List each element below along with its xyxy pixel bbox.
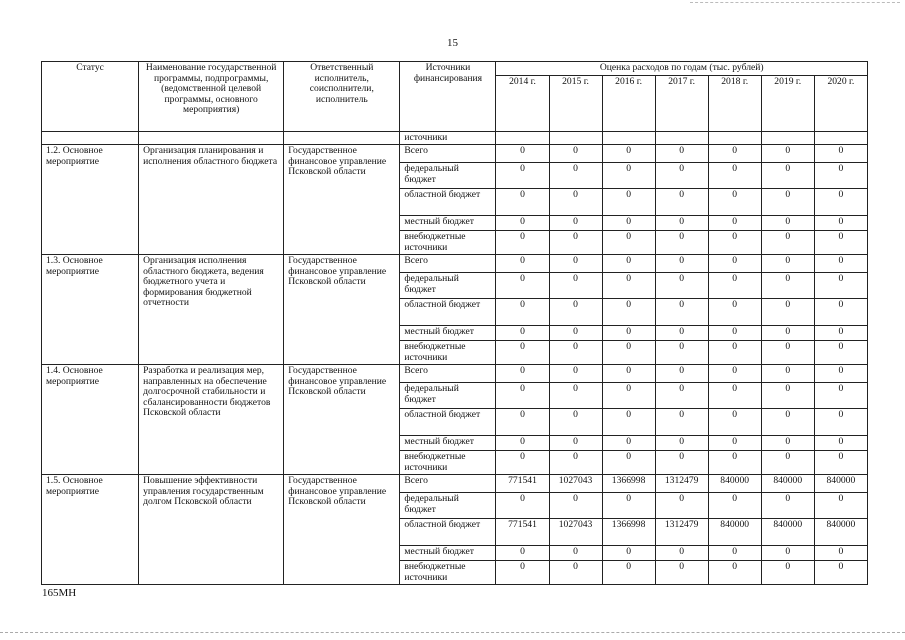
- activity-status: 1.5. Основное мероприятие: [42, 475, 139, 585]
- value-cell: 1027043: [549, 475, 602, 493]
- value-cell: 0: [655, 436, 708, 451]
- activity-name: Организация исполнения областного бюджета, ведения бюджетного учета и формирования бюджетной отчетности: [139, 255, 284, 365]
- value-cell: 0: [814, 341, 867, 365]
- value-cell: 771541: [496, 519, 549, 546]
- value-cell: 1366998: [602, 519, 655, 546]
- value-cell: 0: [602, 163, 655, 189]
- value-cell: 1366998: [602, 475, 655, 493]
- value-cell: 0: [708, 231, 761, 255]
- header-status: Статус: [42, 62, 139, 132]
- header-source: Источники финансирования: [400, 62, 496, 132]
- value-cell: 0: [655, 409, 708, 436]
- value-cell: 0: [496, 231, 549, 255]
- value-cell: 0: [761, 163, 814, 189]
- value-cell: 0: [496, 365, 549, 383]
- header-year: 2018 г.: [708, 75, 761, 131]
- scan-edge-top: [690, 2, 900, 4]
- value-cell: 0: [761, 231, 814, 255]
- value-cell: 0: [761, 145, 814, 163]
- value-cell: 0: [602, 561, 655, 585]
- funding-source: местный бюджет: [400, 546, 496, 561]
- funding-source: федеральный бюджет: [400, 383, 496, 409]
- activity-name: Повышение эффективности управления государственным долгом Псковской области: [139, 475, 284, 585]
- value-cell: 0: [761, 273, 814, 299]
- value-cell: 0: [602, 299, 655, 326]
- header-year: 2019 г.: [761, 75, 814, 131]
- value-cell: 0: [814, 561, 867, 585]
- value-cell: 0: [549, 546, 602, 561]
- value-cell: 0: [496, 189, 549, 216]
- empty-cell: [42, 131, 139, 145]
- value-cell: 0: [602, 216, 655, 231]
- funding-source: областной бюджет: [400, 189, 496, 216]
- activity-row: [42, 145, 868, 163]
- value-cell: 840000: [708, 519, 761, 546]
- header-year: 2014 г.: [496, 75, 549, 131]
- value-cell: 0: [708, 493, 761, 519]
- value-cell: 0: [708, 145, 761, 163]
- value-cell: 0: [549, 436, 602, 451]
- value-cell: 0: [761, 255, 814, 273]
- value-cell: 0: [655, 299, 708, 326]
- value-cell: 0: [496, 216, 549, 231]
- funding-source: областной бюджет: [400, 409, 496, 436]
- funding-source: местный бюджет: [400, 326, 496, 341]
- value-cell: 0: [496, 326, 549, 341]
- value-cell: 840000: [761, 519, 814, 546]
- funding-source: местный бюджет: [400, 436, 496, 451]
- funding-source: внебюджетные источники: [400, 451, 496, 475]
- value-cell: 0: [814, 255, 867, 273]
- empty-cell: [655, 131, 708, 145]
- value-cell: 0: [496, 299, 549, 326]
- value-cell: 0: [814, 216, 867, 231]
- funding-source: Всего: [400, 475, 496, 493]
- value-cell: 0: [655, 216, 708, 231]
- value-cell: 0: [655, 341, 708, 365]
- funding-source: местный бюджет: [400, 216, 496, 231]
- header-executor: Ответственный исполнитель, соисполнители, исполнитель: [284, 62, 400, 132]
- value-cell: 0: [708, 383, 761, 409]
- value-cell: 0: [655, 189, 708, 216]
- empty-cell: [496, 131, 549, 145]
- activity-executor: Государственное финансовое управление Псковской области: [284, 475, 400, 585]
- value-cell: 0: [708, 163, 761, 189]
- value-cell: 0: [708, 273, 761, 299]
- value-cell: 0: [708, 409, 761, 436]
- value-cell: 0: [761, 546, 814, 561]
- value-cell: 0: [602, 383, 655, 409]
- activity-row: [42, 365, 868, 383]
- activity-executor: Государственное финансовое управление Псковской области: [284, 255, 400, 365]
- value-cell: 0: [655, 231, 708, 255]
- value-cell: 0: [814, 383, 867, 409]
- value-cell: 0: [602, 546, 655, 561]
- value-cell: 0: [814, 299, 867, 326]
- value-cell: 0: [549, 493, 602, 519]
- value-cell: 0: [496, 561, 549, 585]
- activity-executor: Государственное финансовое управление Псковской области: [284, 145, 400, 255]
- value-cell: 0: [655, 163, 708, 189]
- carryover-row: [42, 131, 868, 145]
- value-cell: 0: [761, 216, 814, 231]
- value-cell: 0: [655, 145, 708, 163]
- value-cell: 0: [708, 365, 761, 383]
- value-cell: 0: [655, 493, 708, 519]
- value-cell: 0: [761, 189, 814, 216]
- header-year: 2020 г.: [814, 75, 867, 131]
- value-cell: 0: [655, 546, 708, 561]
- value-cell: 0: [655, 255, 708, 273]
- value-cell: 0: [814, 231, 867, 255]
- value-cell: 1027043: [549, 519, 602, 546]
- value-cell: 0: [814, 145, 867, 163]
- value-cell: 0: [549, 365, 602, 383]
- value-cell: 0: [761, 326, 814, 341]
- value-cell: 0: [549, 299, 602, 326]
- value-cell: 840000: [761, 475, 814, 493]
- value-cell: 0: [814, 365, 867, 383]
- scan-edge-bottom: [0, 632, 905, 634]
- value-cell: 0: [708, 326, 761, 341]
- empty-cell: [284, 131, 400, 145]
- value-cell: 0: [549, 273, 602, 299]
- value-cell: 0: [549, 216, 602, 231]
- empty-cell: [761, 131, 814, 145]
- value-cell: 0: [549, 326, 602, 341]
- value-cell: 0: [602, 451, 655, 475]
- value-cell: 840000: [814, 475, 867, 493]
- value-cell: 0: [602, 409, 655, 436]
- value-cell: 0: [602, 326, 655, 341]
- table-body: [42, 131, 868, 585]
- value-cell: 0: [549, 255, 602, 273]
- value-cell: 0: [655, 383, 708, 409]
- empty-cell: [549, 131, 602, 145]
- value-cell: 771541: [496, 475, 549, 493]
- value-cell: 0: [602, 341, 655, 365]
- activity-status: 1.4. Основное мероприятие: [42, 365, 139, 475]
- funding-source: Всего: [400, 145, 496, 163]
- value-cell: 840000: [708, 475, 761, 493]
- page-number: 15: [447, 37, 458, 49]
- value-cell: 0: [814, 163, 867, 189]
- value-cell: 0: [761, 493, 814, 519]
- value-cell: 0: [761, 299, 814, 326]
- value-cell: 0: [761, 561, 814, 585]
- value-cell: 0: [496, 493, 549, 519]
- footer-code: 165МН: [42, 587, 77, 599]
- value-cell: 0: [496, 383, 549, 409]
- value-cell: 0: [496, 436, 549, 451]
- value-cell: 0: [761, 451, 814, 475]
- header-year: 2017 г.: [655, 75, 708, 131]
- value-cell: 0: [549, 189, 602, 216]
- value-cell: 0: [655, 326, 708, 341]
- value-cell: 0: [708, 255, 761, 273]
- value-cell: 0: [496, 341, 549, 365]
- activity-executor: Государственное финансовое управление Псковской области: [284, 365, 400, 475]
- value-cell: 0: [549, 409, 602, 436]
- value-cell: 0: [708, 341, 761, 365]
- funding-source: внебюджетные источники: [400, 341, 496, 365]
- value-cell: 0: [814, 493, 867, 519]
- value-cell: 0: [761, 365, 814, 383]
- value-cell: 0: [549, 163, 602, 189]
- value-cell: 0: [761, 341, 814, 365]
- value-cell: 0: [496, 451, 549, 475]
- value-cell: 0: [708, 299, 761, 326]
- value-cell: 0: [496, 409, 549, 436]
- value-cell: 0: [549, 231, 602, 255]
- value-cell: 0: [814, 436, 867, 451]
- funding-source: федеральный бюджет: [400, 493, 496, 519]
- header-estimate: Оценка расходов по годам (тыс. рублей): [496, 62, 868, 76]
- empty-cell: [139, 131, 284, 145]
- value-cell: 0: [602, 493, 655, 519]
- header-row-top: [42, 62, 868, 76]
- header-year: 2015 г.: [549, 75, 602, 131]
- value-cell: 1312479: [655, 475, 708, 493]
- value-cell: 0: [708, 561, 761, 585]
- value-cell: 0: [549, 451, 602, 475]
- value-cell: 0: [602, 189, 655, 216]
- value-cell: 0: [655, 365, 708, 383]
- value-cell: 0: [814, 189, 867, 216]
- value-cell: 0: [708, 451, 761, 475]
- value-cell: 0: [655, 273, 708, 299]
- value-cell: 0: [602, 365, 655, 383]
- funding-source: федеральный бюджет: [400, 273, 496, 299]
- value-cell: 0: [549, 145, 602, 163]
- activity-name: Организация планирования и исполнения областного бюджета: [139, 145, 284, 255]
- funding-source: областной бюджет: [400, 519, 496, 546]
- value-cell: 0: [814, 546, 867, 561]
- funding-source: федеральный бюджет: [400, 163, 496, 189]
- funding-source: Всего: [400, 365, 496, 383]
- value-cell: 0: [549, 561, 602, 585]
- carryover-source: источники: [400, 131, 496, 145]
- activity-status: 1.2. Основное мероприятие: [42, 145, 139, 255]
- value-cell: 0: [708, 216, 761, 231]
- empty-cell: [708, 131, 761, 145]
- value-cell: 0: [602, 145, 655, 163]
- funding-source: внебюджетные источники: [400, 561, 496, 585]
- value-cell: 0: [814, 273, 867, 299]
- value-cell: 0: [496, 546, 549, 561]
- activity-name: Разработка и реализация мер, направленных на обеспечение долгосрочной стабильности и сбалансированности бюджетов Псковской области: [139, 365, 284, 475]
- value-cell: 0: [655, 451, 708, 475]
- header-year: 2016 г.: [602, 75, 655, 131]
- value-cell: 0: [602, 273, 655, 299]
- value-cell: 0: [708, 436, 761, 451]
- funding-source: областной бюджет: [400, 299, 496, 326]
- value-cell: 0: [602, 231, 655, 255]
- activity-row: [42, 475, 868, 493]
- value-cell: 0: [655, 561, 708, 585]
- header-name: Наименование государственной программы, подпрограммы, (ведомственной целевой программы, основного мероприятия): [139, 62, 284, 132]
- value-cell: 0: [496, 273, 549, 299]
- value-cell: 0: [549, 383, 602, 409]
- empty-cell: [602, 131, 655, 145]
- empty-cell: [814, 131, 867, 145]
- value-cell: 0: [602, 436, 655, 451]
- value-cell: 0: [496, 163, 549, 189]
- value-cell: 0: [814, 409, 867, 436]
- value-cell: 0: [496, 145, 549, 163]
- value-cell: 0: [761, 383, 814, 409]
- activity-status: 1.3. Основное мероприятие: [42, 255, 139, 365]
- activity-row: [42, 255, 868, 273]
- value-cell: 0: [602, 255, 655, 273]
- value-cell: 0: [814, 326, 867, 341]
- value-cell: 0: [496, 255, 549, 273]
- value-cell: 0: [761, 409, 814, 436]
- budget-table: [41, 61, 868, 585]
- funding-source: внебюджетные источники: [400, 231, 496, 255]
- funding-source: Всего: [400, 255, 496, 273]
- value-cell: 0: [708, 189, 761, 216]
- value-cell: 0: [708, 546, 761, 561]
- value-cell: 1312479: [655, 519, 708, 546]
- value-cell: 840000: [814, 519, 867, 546]
- value-cell: 0: [549, 341, 602, 365]
- value-cell: 0: [761, 436, 814, 451]
- value-cell: 0: [814, 451, 867, 475]
